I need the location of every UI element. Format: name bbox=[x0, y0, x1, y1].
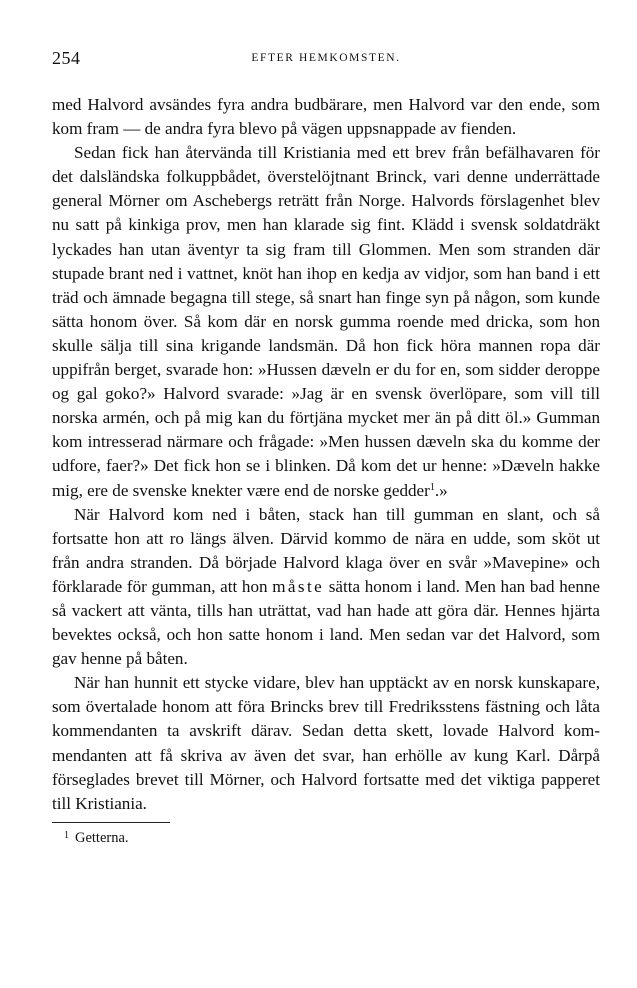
body-text bbox=[52, 93, 600, 816]
paragraph-2-closing: .» bbox=[434, 480, 448, 500]
paragraph-1-text: med Halvord avsändes fyra andra budbärare, men Halvord var den ende, som kom fram — de andra fyra blevo på vägen uppsnappade av fienden. bbox=[52, 95, 600, 139]
paragraph-1 bbox=[52, 93, 600, 141]
footnote-text: Getterna. bbox=[75, 829, 129, 846]
book-page bbox=[52, 48, 600, 847]
footnote-mark: 1 bbox=[64, 829, 69, 841]
footnote bbox=[52, 827, 600, 847]
paragraph-4 bbox=[52, 671, 600, 816]
paragraph-2-text: Sedan fick han återvända till Kristiania med ett brev från befälhavaren för det dalsländska folkuppbådet, överstelöjtnant Brinck, vari denne underrättade general Mörner om Aschebergs reträtt från Norge. Halvords förslagenhet blev nu satt på kinkiga prov, men han klarade sig fint. Klädd i svensk soldatdräkt lyckades han utan äventyr ta sig fram till Glommen. Men som stranden där stupade brant ned i vattnet, knöt han ihop en kedja av vidjor, som han band i ett träd och ämnade begagna till stege, så snart han finge syn på någon, som kunde sätta honom över. Så kom där en norsk gumma roende med dricka, som hon skulle sälja till sina krigande landsmän. Då hon fick höra mannen ropa där uppifrån berget, svarade hon: »Hussen dæveln er du for en, som sidder deroppe og gal goko?» Halvord svarade: »Jag är en svensk överlöpare, som vill till norska armén, och på mig kan du förtjäna mycket mer än på ditt öl.» Gumman kom intresserad närmare och frågade: »Men hussen dæveln ska du komme der udfore, faer?» Det fick hon se i blinken. Då kom det ur henne: »Dæveln hakke mig, ere de svenske knekter være end de norske gedder bbox=[52, 143, 600, 500]
page-number: 254 bbox=[52, 48, 81, 68]
page-header bbox=[52, 48, 600, 74]
emphasized-word: måste bbox=[272, 576, 325, 596]
footnote-divider bbox=[52, 822, 170, 823]
footnote-reference[interactable]: 1 bbox=[429, 481, 435, 493]
paragraph-3-text: När Halvord kom ned i båten, stack han till gumman en slant, och så fortsatte hon att ro längs älven. Därvid kommo de nära en udde, som sköt ut från andra stranden. Då började Halvord klaga över en svår »Mavepine» och förklarade för gumman, att hon bbox=[52, 504, 600, 596]
paragraph-3 bbox=[52, 503, 600, 672]
running-title: EFTER HEMKOMSTEN. bbox=[251, 52, 401, 64]
paragraph-2 bbox=[52, 141, 600, 502]
paragraph-3-rest: sätta honom i land. Men han bad henne så vackert att vänta, tills han uträttat, vad han hade att göra där. Hennes hjärta bevektes också, och hon satte honom i land. Men sedan var det Halvord, som gav henne på båten. bbox=[52, 576, 601, 669]
paragraph-4-text: När han hunnit ett stycke vidare, blev han upptäckt av en norsk kunskapare, som övertalade honom att föra Brincks brev till Fredriksstens fästning och låta kommendanten ta avskrift därav. Sedan detta skett, lovade Halvord kommendanten att få skriva av även det svar, han erhölle av kung Karl. Dårpå förseglades brevet till Mörner, och Halvord fortsatte med det viktiga papperet till Kristiania. bbox=[52, 673, 600, 813]
